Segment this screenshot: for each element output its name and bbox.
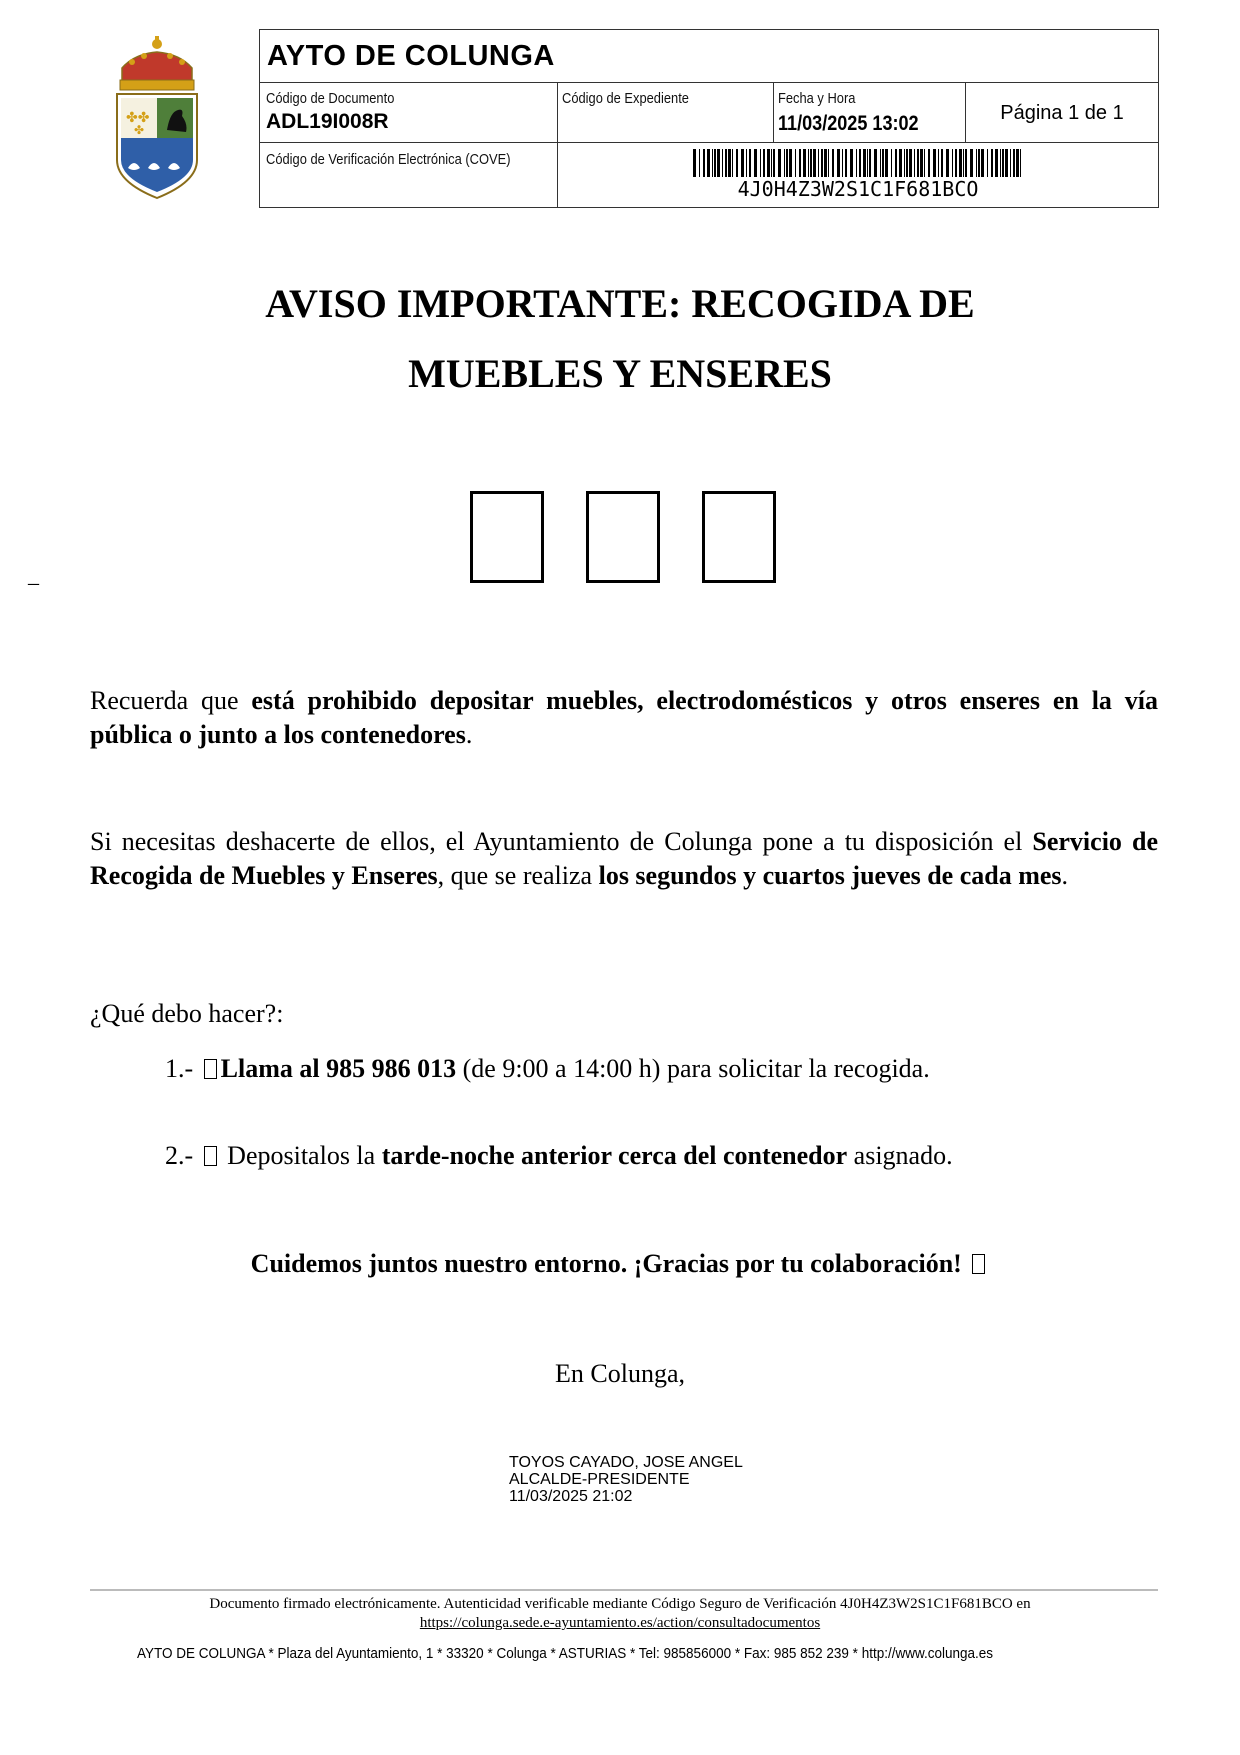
p2-end: . — [1061, 861, 1069, 890]
footer-address: AYTO DE COLUNGA * Plaza del Ayuntamiento, 1 * 33320 * Colunga * ASTURIAS * Tel: 985856000 * Fax: 985 852 239 * http://www.colunga.es — [137, 1645, 994, 1662]
p1-text: Recuerda que — [90, 686, 252, 715]
prohibition-paragraph — [90, 684, 1158, 752]
closing-line — [0, 1249, 1240, 1279]
step-1-number: 1.- — [165, 1054, 194, 1083]
datetime-label: Fecha y Hora — [778, 90, 856, 107]
phone-number: Llama al 985 986 013 — [220, 1054, 457, 1083]
phone-icon — [204, 1059, 217, 1079]
missing-glyph-icon — [470, 491, 544, 583]
municipal-crest-logo — [112, 32, 202, 202]
service-paragraph — [90, 825, 1158, 893]
recycle-icon — [972, 1254, 985, 1274]
step-1-text: (de 9:00 a 14:00 h) para solicitar la recogida. — [456, 1054, 930, 1083]
svg-text:✤✤: ✤✤ — [126, 110, 150, 126]
document-header-table — [259, 29, 1159, 208]
cove-label: Código de Verificación Electrónica (COVE) — [266, 151, 511, 168]
schedule-text: los segundos y cuartos jueves de cada mes — [598, 861, 1062, 890]
file-code-label: Código de Expediente — [562, 90, 689, 107]
signer-role: ALCALDE-PRESIDENTE — [509, 1471, 690, 1488]
page-indicator: Página 1 de 1 — [1000, 102, 1124, 124]
verification-link[interactable]: https://colunga.sede.e-ayuntamiento.es/action/consultadocumentos — [419, 1615, 821, 1631]
doc-code-value: ADL19I008R — [266, 110, 389, 133]
place-line: En Colunga, — [555, 1359, 685, 1388]
footer-verification-text: Documento firmado electrónicamente. Autenticidad verificable mediante Código Seguro de Verificación 4J0H4Z3W2S1C1F681BCO en — [209, 1596, 1031, 1612]
step-2-bold-text: tarde-noche anterior cerca del contenedor — [381, 1141, 848, 1170]
step-2-number: 2.- — [165, 1141, 194, 1170]
svg-text:✤: ✤ — [134, 123, 145, 137]
datetime-value: 11/03/2025 13:02 — [778, 112, 919, 135]
step-2-text: Depositalos la — [220, 1141, 382, 1170]
missing-glyph-icon — [586, 491, 660, 583]
footer-divider — [90, 1589, 1158, 1591]
missing-glyph-icon — [702, 491, 776, 583]
p1-bold-text: está prohibido depositar muebles, electrodomésticos y otros enseres en la vía pública o junto a los contenedores — [90, 686, 1158, 749]
step-2 — [165, 1141, 953, 1171]
notice-title-line2: MUEBLES Y ENSERES — [408, 351, 832, 396]
p2-text-2: , que se realiza — [437, 861, 599, 890]
doc-code-label: Código de Documento — [266, 90, 395, 107]
closing-text: Cuidemos juntos nuestro entorno. ¡Gracias por tu colaboración! — [250, 1249, 962, 1278]
cove-code: 4J0H4Z3W2S1C1F681BCO — [737, 177, 979, 201]
p2-text: Si necesitas deshacerte de ellos, el Ayuntamiento de Colunga pone a tu disposición el — [90, 827, 1033, 856]
p1-end: . — [465, 720, 473, 749]
notice-title-line1: AVISO IMPORTANTE: RECOGIDA DE — [265, 281, 975, 326]
organization-name: AYTO DE COLUNGA — [267, 40, 555, 72]
question-heading: ¿Qué debo hacer?: — [90, 999, 284, 1028]
step-2-end: asignado. — [847, 1141, 953, 1170]
signer-name: TOYOS CAYADO, JOSE ANGEL — [509, 1454, 743, 1471]
clock-icon — [204, 1146, 217, 1166]
signature-datetime: 11/03/2025 21:02 — [509, 1488, 633, 1505]
step-1 — [165, 1054, 930, 1084]
service-name: Servicio de Recogida de Muebles y Enseres — [90, 827, 1159, 890]
margin-mark: _ — [28, 562, 39, 587]
